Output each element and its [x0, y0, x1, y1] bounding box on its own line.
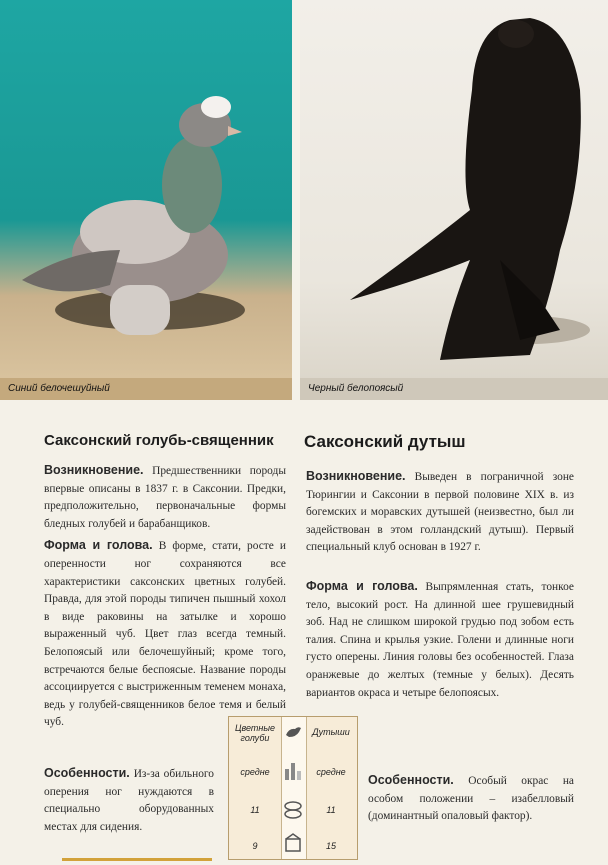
right-origin-text: Выведен в пограничной зоне Тюрингии и Саксонии в первой половине XIX в. из богемских и моравских дутышей (неизвестно, был ли задействован в этом голландский дутыш). Первый специальный клуб основан в 1927 г.: [306, 471, 574, 554]
left-features-text: Из-за обильного оперения ног нуждаются в специально оборудованных местах для сидения.: [44, 768, 214, 833]
left-features-label: Особенности.: [44, 766, 130, 780]
table-num-right: 15: [325, 841, 336, 851]
right-features-text: Особый окрас на особом положении – изабелловый (доминантный опаловый фактор).: [368, 775, 574, 823]
left-photo-caption: Синий белочешуйный: [0, 378, 292, 400]
table-header-left: Цветные голуби: [234, 723, 276, 743]
table-ring-left: 11: [250, 805, 260, 815]
left-heading: Саксонский голубь-священник: [44, 432, 274, 449]
right-origin-label: Возникновение.: [306, 469, 406, 483]
left-form-label: Форма и голова.: [44, 538, 153, 553]
right-photo-caption: Черный белопоясый: [300, 378, 608, 400]
right-features-column: [368, 772, 574, 830]
leg-ring-icon: [283, 799, 303, 821]
nest-box-icon: [283, 833, 303, 855]
right-text-column: [306, 468, 574, 561]
right-features-label: Особенности.: [368, 773, 454, 787]
photo-black-pigeon: [300, 0, 608, 400]
right-heading: Саксонский дутыш: [304, 432, 466, 451]
right-form-label: Форма и голова.: [306, 579, 418, 593]
blue-pigeon-illustration: [0, 0, 292, 380]
table-size-right: средне: [316, 767, 346, 777]
left-origin-label: Возникновение.: [44, 463, 144, 477]
table-num-left: 9: [252, 841, 258, 851]
left-origin-text: Предшественники породы впервые описаны в 1837 г. в Саксонии. Предки, предположительно, первоначальные формы бледных голубей и барабанщиков.: [44, 465, 286, 530]
black-pigeon-illustration: [300, 0, 608, 380]
table-size-left: средне: [240, 767, 270, 777]
size-bars-icon: [283, 759, 303, 781]
left-form-text: В форме, стати, росте и оперенности ног сохраняются все характеристики саксонских цветных голубей. Правда, для этой породы типичен пышный хохол в виде раковины на затылке и хорошо выраженный чуб. Цвет глаз всегда темный. Белопоясый или белочешуйный; кроме того, встречаются белые беспоясые. Название породы ассоциируется с выстриженным теменем монаха, ведь у голубей-священников белое темя и белый чуб.: [44, 540, 286, 729]
left-text-column: [44, 462, 286, 736]
right-form-text: Выпрямленная стать, тонкое тело, высокий рост. На длинной шее грушевидный зоб. Над не слишком широкой грудью под зобом есть талия. Спина и крылья узкие. Голени и длинные ноги густо оперены. Линия головы без особенностей. Глаза оранжевые до желтых (темные у белых). Десять вариантов окраса и четыре белопоясых.: [306, 581, 574, 699]
comparison-table: [228, 716, 358, 860]
right-form-column: [306, 578, 574, 706]
table-header-right: Дутыши: [312, 727, 350, 737]
table-ring-right: 11: [326, 805, 336, 815]
left-features-column: [44, 765, 214, 840]
photo-blue-pigeon: [0, 0, 292, 400]
footer-divider: [62, 858, 212, 861]
pigeon-icon: [283, 723, 303, 741]
